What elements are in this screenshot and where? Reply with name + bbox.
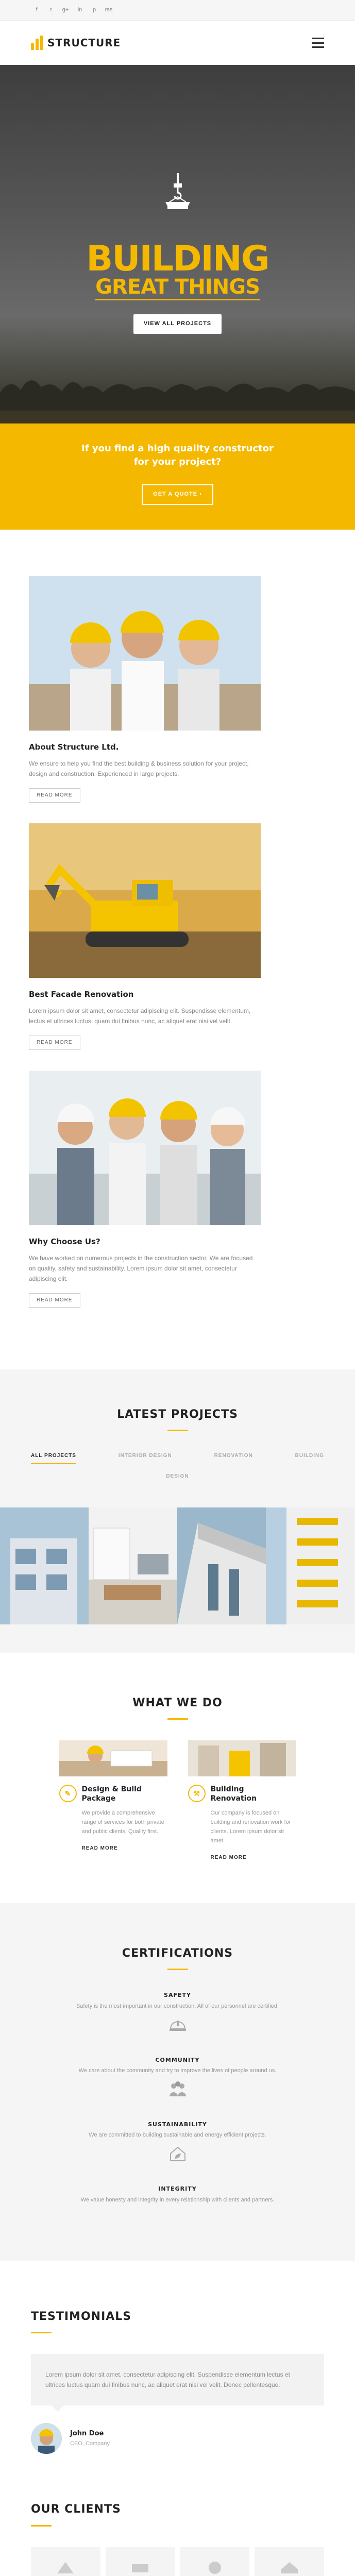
service-card — [59, 1740, 167, 1862]
linkedin-icon[interactable]: in — [77, 7, 82, 13]
title-underline — [167, 1969, 188, 1970]
post-title[interactable]: Best Facade Renovation — [29, 990, 134, 999]
service-image[interactable] — [188, 1740, 296, 1776]
post-excerpt: We ensure to help you find the best building & business solution for your project, design and construction. Experienced in large projects. — [29, 760, 249, 777]
title-underline — [31, 2332, 52, 2333]
project-grid — [0, 1507, 355, 1624]
section-title: LATEST PROJECTS — [117, 1408, 238, 1421]
project-thumbnail[interactable] — [89, 1507, 177, 1624]
client-logo-icon[interactable] — [106, 2547, 175, 2576]
title-underline — [167, 1430, 188, 1431]
house-leaf-icon — [167, 2143, 188, 2164]
project-thumbnail[interactable] — [177, 1507, 266, 1624]
client-logo-grid — [31, 2547, 324, 2576]
service-title[interactable]: Design & Build Package — [81, 1785, 142, 1803]
filter-all-projects[interactable]: ALL PROJECTS — [31, 1452, 76, 1464]
hero-title: BUILDING — [86, 239, 269, 279]
client-logo-icon[interactable] — [255, 2547, 324, 2576]
engineers-meeting-image[interactable] — [29, 1071, 261, 1225]
cert-text: We are committed to building sustainable and energy efficient projects. — [89, 2132, 266, 2139]
cert-text: We care about the community and try to improve the lives of people around us. — [78, 2067, 277, 2074]
read-more-button[interactable]: READ MORE — [29, 1293, 80, 1308]
google-plus-icon[interactable]: g+ — [62, 7, 69, 13]
filter-renovation[interactable]: RENOVATION — [214, 1453, 253, 1459]
hero-subtitle: GREAT THINGS — [0, 275, 355, 299]
section-title: OUR CLIENTS — [31, 2503, 121, 2516]
post-card — [0, 576, 355, 803]
post-title[interactable]: Why Choose Us? — [29, 1237, 100, 1246]
facebook-icon[interactable]: f — [36, 7, 38, 13]
cta-text-line2: for your project? — [133, 456, 222, 467]
service-image[interactable] — [59, 1740, 167, 1776]
hamburger-menu-icon[interactable] — [312, 38, 324, 48]
site-header — [0, 21, 355, 65]
cert-name: SUSTAINABILITY — [148, 2121, 207, 2128]
certification-item — [31, 2120, 324, 2164]
filter-interior-design[interactable]: INTERIOR DESIGN — [118, 1453, 172, 1459]
filter-building[interactable]: BUILDING — [295, 1453, 324, 1459]
filter-design[interactable]: DESIGN — [166, 1473, 189, 1480]
logo-mark-icon — [31, 36, 43, 50]
avatar — [31, 2423, 62, 2454]
latest-projects-section — [0, 1369, 355, 1653]
section-title: TESTIMONIALS — [31, 2310, 132, 2324]
service-title[interactable]: Building Renovation — [210, 1785, 257, 1803]
cert-name: COMMUNITY — [155, 2056, 200, 2063]
client-logo-icon[interactable] — [180, 2547, 250, 2576]
read-more-link[interactable]: READ MORE — [81, 1845, 118, 1852]
quote-cta — [0, 423, 355, 530]
client-logo-icon[interactable] — [31, 2547, 100, 2576]
title-underline — [31, 2525, 52, 2527]
hero-banner — [0, 65, 355, 423]
view-projects-button[interactable]: VIEW ALL PROJECTS — [133, 314, 222, 334]
cert-text: We value honesty and integrity in every relationship with clients and partners. — [80, 2196, 275, 2203]
testimonial-author — [31, 2423, 324, 2454]
read-more-button[interactable]: READ MORE — [29, 788, 80, 803]
cert-name: SAFETY — [164, 1992, 191, 1999]
cta-text-line1: If you find a high quality constructor — [81, 443, 274, 454]
intro-posts — [0, 530, 355, 1369]
community-icon — [167, 2079, 188, 2099]
read-more-link[interactable]: READ MORE — [210, 1855, 247, 1861]
certifications-section — [0, 1903, 355, 2261]
clients-section — [0, 2475, 355, 2576]
service-card — [188, 1740, 296, 1862]
get-quote-button[interactable]: GET A QUOTE › — [142, 484, 213, 505]
rss-icon[interactable]: rss — [105, 7, 113, 13]
twitter-icon[interactable]: t — [50, 7, 52, 13]
post-card — [0, 823, 355, 1050]
service-text: We provide a comprehensive range of services for both private and public clients. Quality first. — [81, 1810, 164, 1835]
section-title: WHAT WE DO — [132, 1697, 223, 1709]
read-more-button[interactable]: READ MORE — [29, 1036, 80, 1050]
site-logo[interactable] — [31, 35, 121, 51]
tree-line-image — [0, 362, 355, 423]
post-title[interactable]: About Structure Ltd. — [29, 742, 119, 752]
title-underline — [167, 1718, 188, 1720]
author-name: John Doe — [70, 2430, 104, 2438]
hammer-icon: ⚒ — [188, 1785, 206, 1802]
author-role: CEO, Company — [70, 2440, 110, 2447]
project-thumbnail[interactable] — [266, 1507, 354, 1624]
topbar — [0, 0, 355, 21]
testimonial-quote: Lorem ipsum dolor sit amet, consectetur adipiscing elit. Suspendisse elementum lectus et ultrices luctus quam dui finibus nunc, ac aliquet erat nisi vel velit. Donec pellentesque. — [31, 2354, 324, 2405]
section-title: CERTIFICATIONS — [122, 1947, 233, 1960]
post-excerpt: Lorem ipsum dolor sit amet, consectetur adipiscing elit. Suspendisse elementum, lectus et ultrices luctus, quam dui finibus nunc, ac aliquet erat nisi vel velit. — [29, 1007, 251, 1025]
post-card — [0, 1071, 355, 1308]
cert-text: Safety is the most important in our construction. All of our personnel are certified. — [76, 2003, 279, 2009]
workers-team-image[interactable] — [29, 576, 261, 731]
helmet-icon — [167, 2014, 188, 2035]
testimonials-section — [0, 2261, 355, 2475]
certification-item — [31, 1991, 324, 2035]
excavator-image[interactable] — [29, 823, 261, 978]
services-section — [0, 1653, 355, 1903]
post-excerpt: We have worked on numerous projects in the construction sector. We are focused on quality, safety and sustainability. Lorem ipsum dolor sit amet, consectetur adipiscing elit. — [29, 1255, 253, 1282]
blueprint-icon: ✎ — [59, 1785, 77, 1802]
pinterest-icon[interactable]: p — [92, 7, 96, 13]
project-filters — [31, 1452, 324, 1484]
project-thumbnail[interactable] — [0, 1507, 89, 1624]
service-text: Our company is focused on building and renovation work for clients. Lorem ipsum dolor sit amet. — [210, 1810, 291, 1844]
cert-name: INTEGRITY — [158, 2185, 197, 2192]
brand-name: STRUCTURE — [47, 37, 121, 49]
certification-item — [31, 2184, 324, 2205]
certification-item — [31, 2056, 324, 2099]
hook-crane-icon — [162, 173, 193, 210]
